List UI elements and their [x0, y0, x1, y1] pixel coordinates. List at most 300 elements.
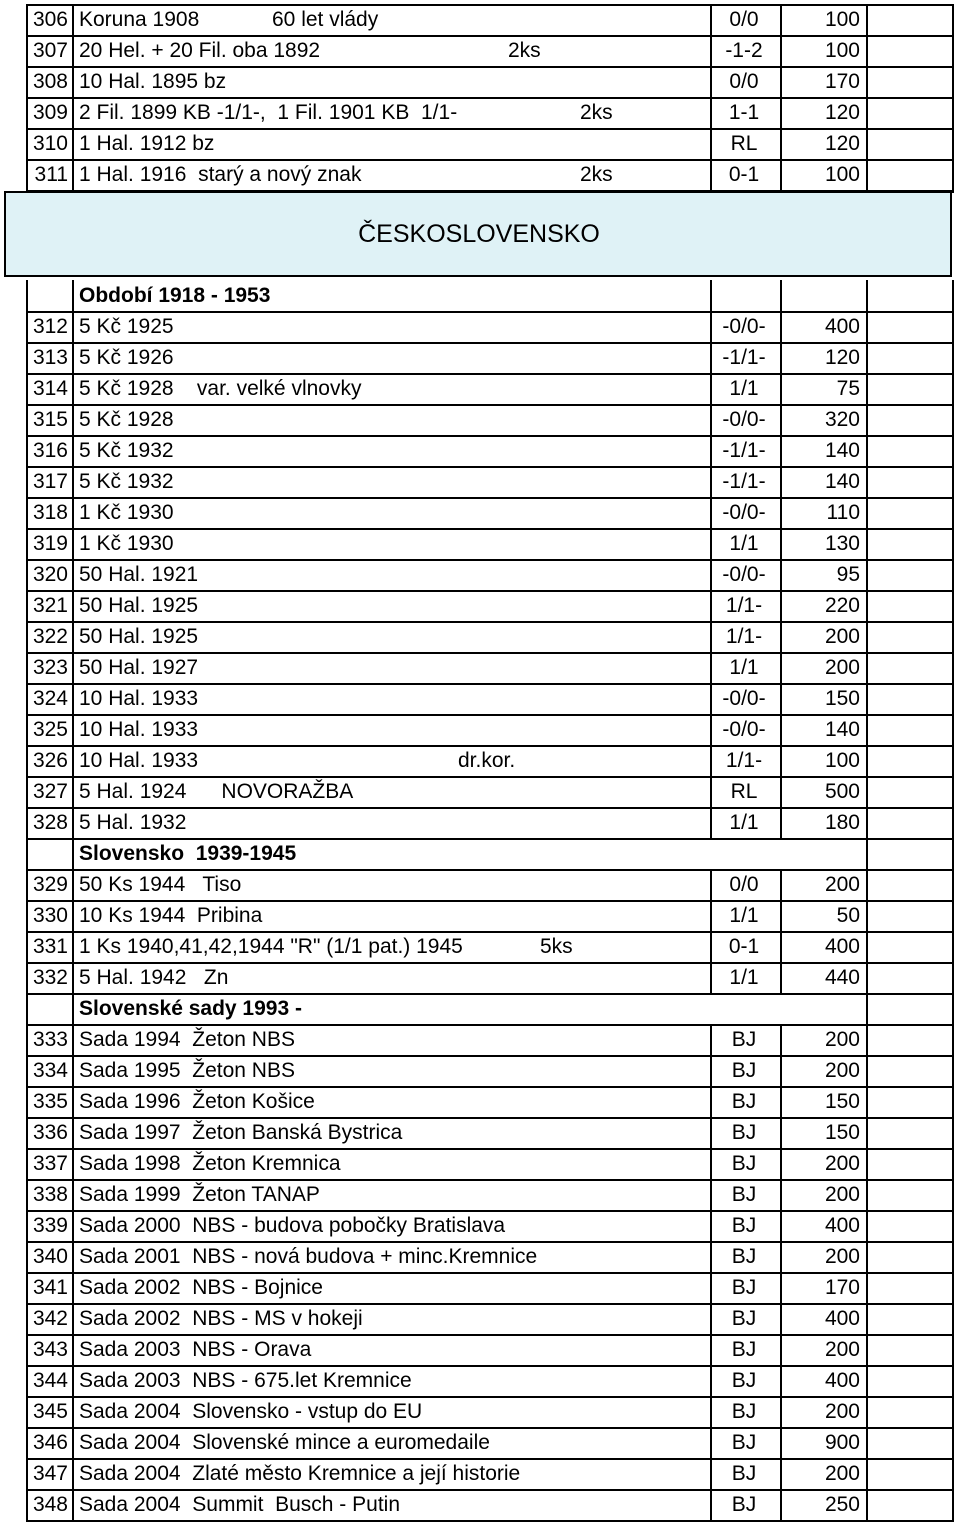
- item-number: 313: [32, 346, 68, 369]
- grid-line: [710, 373, 712, 404]
- item-grade: 0/0: [729, 8, 759, 31]
- country-title: ČESKOSLOVENSKO: [358, 220, 600, 248]
- grid-line: [710, 342, 712, 373]
- table-row: [0, 559, 960, 590]
- grid-line: [26, 311, 954, 313]
- item-grade: BJ: [731, 1462, 757, 1485]
- item-description: 50 Ks 1944 Tiso: [79, 873, 242, 896]
- item-number: 348: [32, 1493, 68, 1516]
- table-row: [0, 1086, 960, 1117]
- grid-line: [26, 373, 954, 375]
- item-grade: 0-1: [728, 163, 760, 186]
- item-description: 5 Kč 1928 var. velké vlnovky: [79, 377, 362, 400]
- item-grade: -0/0-: [722, 718, 766, 741]
- item-price: 140: [824, 470, 860, 493]
- table-row: [0, 1396, 960, 1427]
- item-description: 10 Hal. 1933: [79, 718, 199, 741]
- item-number: 321: [32, 594, 68, 617]
- grid-line: [26, 1303, 954, 1305]
- grid-line: [710, 900, 712, 931]
- grid-line: [780, 1179, 782, 1210]
- item-description: 5 Kč 1928: [79, 408, 174, 431]
- grid-line: [780, 1396, 782, 1427]
- item-price: 200: [824, 1059, 860, 1082]
- grid-line: [710, 404, 712, 435]
- grid-line: [780, 559, 782, 590]
- item-description: Sada 1996 Žeton Košice: [79, 1090, 315, 1113]
- item-price: 200: [824, 1400, 860, 1423]
- grid-line: [710, 962, 712, 993]
- item-note: 60 let vlády: [272, 8, 379, 31]
- item-price: 400: [824, 935, 860, 958]
- grid-line: [952, 4, 954, 193]
- grid-line: [780, 962, 782, 993]
- item-grade: BJ: [731, 1431, 757, 1454]
- item-grade: 1/1-: [725, 594, 763, 617]
- item-grade: BJ: [731, 1028, 757, 1051]
- grid-line: [26, 869, 954, 871]
- item-price: 250: [824, 1493, 860, 1516]
- grid-line: [710, 714, 712, 745]
- item-number: 347: [32, 1462, 68, 1485]
- item-price: 150: [824, 687, 860, 710]
- grid-line: [710, 4, 712, 193]
- item-price: 75: [836, 377, 860, 400]
- item-number: 335: [32, 1090, 68, 1113]
- table-row: [0, 590, 960, 621]
- grid-line: [26, 35, 954, 37]
- item-price: 120: [824, 132, 860, 155]
- item-price: 220: [824, 594, 860, 617]
- grid-line: [26, 962, 954, 964]
- grid-line: [72, 838, 954, 840]
- item-description: 5 Kč 1925: [79, 315, 174, 338]
- grid-line: [780, 1489, 782, 1520]
- item-grade: 1/1: [729, 377, 759, 400]
- item-description: Sada 2000 NBS - budova pobočky Bratislava: [79, 1214, 506, 1237]
- item-grade: BJ: [731, 1307, 757, 1330]
- table-row: [0, 97, 960, 128]
- table-row: [0, 466, 960, 497]
- item-number: 331: [32, 935, 68, 958]
- item-grade: BJ: [731, 1090, 757, 1113]
- item-price: 400: [824, 1369, 860, 1392]
- item-description: 10 Ks 1944 Pribina: [79, 904, 263, 927]
- item-price: 200: [824, 1028, 860, 1051]
- item-description: 1 Kč 1930: [79, 532, 174, 555]
- grid-line: [26, 466, 954, 468]
- grid-line: [710, 652, 712, 683]
- item-price: 440: [824, 966, 860, 989]
- item-grade: -0/0-: [722, 315, 766, 338]
- item-number: 326: [32, 749, 68, 772]
- item-grade: -0/0-: [722, 408, 766, 431]
- grid-line: [780, 931, 782, 962]
- item-description: Koruna 1908: [79, 8, 200, 31]
- grid-line: [26, 1396, 954, 1398]
- item-grade: BJ: [731, 1369, 757, 1392]
- item-description: 1 Kč 1930: [79, 501, 174, 524]
- grid-line: [780, 869, 782, 900]
- table-row: [0, 1241, 960, 1272]
- table-row: [0, 1179, 960, 1210]
- grid-line: [26, 1334, 954, 1336]
- item-description: 5 Hal. 1932: [79, 811, 187, 834]
- grid-line: [780, 1458, 782, 1489]
- item-description: 5 Kč 1926: [79, 346, 174, 369]
- grid-line: [710, 683, 712, 714]
- item-note: dr.kor.: [458, 749, 516, 772]
- item-description: 10 Hal. 1895 bz: [79, 70, 227, 93]
- table-row: [0, 1334, 960, 1365]
- table-row: [0, 435, 960, 466]
- item-number: [28, 993, 68, 1024]
- item-grade: [714, 280, 774, 311]
- item-price: [786, 838, 860, 869]
- item-price: 180: [824, 811, 860, 834]
- item-grade: 1/1: [729, 656, 759, 679]
- grid-line: [710, 621, 712, 652]
- item-number: 323: [32, 656, 68, 679]
- item-grade: 0-1: [728, 935, 760, 958]
- item-number: 308: [32, 70, 68, 93]
- item-price: 200: [824, 656, 860, 679]
- grid-line: [710, 466, 712, 497]
- table-row: [0, 1148, 960, 1179]
- table-row: [0, 1117, 960, 1148]
- item-number: 343: [32, 1338, 68, 1361]
- grid-line: [866, 4, 868, 193]
- grid-line: [710, 1489, 712, 1520]
- grid-line: [780, 590, 782, 621]
- table-row: [0, 128, 960, 159]
- item-description: 10 Hal. 1933: [79, 749, 199, 772]
- grid-line: [26, 97, 954, 99]
- item-grade: [714, 993, 774, 1024]
- grid-line: [780, 528, 782, 559]
- grid-line: [866, 280, 868, 1520]
- table-row: [0, 1365, 960, 1396]
- item-number: 320: [32, 563, 68, 586]
- table-row: [0, 497, 960, 528]
- table-row: [0, 311, 960, 342]
- table-row: [0, 1458, 960, 1489]
- grid-line: [26, 900, 954, 902]
- item-grade: -0/0-: [722, 501, 766, 524]
- item-number: 325: [32, 718, 68, 741]
- grid-line: [780, 311, 782, 342]
- item-description: 20 Hel. + 20 Fil. oba 1892: [79, 39, 321, 62]
- item-number: 312: [32, 315, 68, 338]
- item-price: 400: [824, 1214, 860, 1237]
- grid-line: [710, 311, 712, 342]
- item-grade: -1/1-: [722, 346, 766, 369]
- item-price: 150: [824, 1121, 860, 1144]
- grid-line: [780, 1303, 782, 1334]
- item-note: 2ks: [580, 101, 613, 124]
- item-price: 170: [824, 70, 860, 93]
- table-row: [0, 962, 960, 993]
- grid-line: [26, 1241, 954, 1243]
- item-number: 311: [34, 163, 68, 186]
- item-price: 200: [824, 1183, 860, 1206]
- table-row: [0, 621, 960, 652]
- grid-line: [780, 1148, 782, 1179]
- grid-line: [710, 559, 712, 590]
- grid-line: [26, 1427, 954, 1429]
- item-grade: 1/1-: [725, 625, 763, 648]
- grid-line: [780, 4, 782, 193]
- item-description: Období 1918 - 1953: [79, 284, 271, 307]
- table-row: [0, 1210, 960, 1241]
- grid-line: [26, 4, 28, 193]
- section-heading-row: [0, 280, 960, 311]
- item-grade: -1/1-: [722, 439, 766, 462]
- grid-line: [26, 435, 954, 437]
- grid-line: [26, 159, 954, 161]
- item-number: [28, 838, 68, 869]
- item-grade: BJ: [731, 1183, 757, 1206]
- item-price: 200: [824, 1245, 860, 1268]
- item-grade: 1-1: [728, 101, 760, 124]
- item-price: 110: [826, 501, 860, 524]
- grid-line: [710, 1055, 712, 1086]
- item-grade: 1/1-: [725, 749, 763, 772]
- item-grade: BJ: [731, 1214, 757, 1237]
- grid-line: [780, 1024, 782, 1055]
- table-row: [0, 1303, 960, 1334]
- grid-line: [710, 1272, 712, 1303]
- grid-line: [710, 1117, 712, 1148]
- table-row: [0, 1055, 960, 1086]
- grid-line: [710, 528, 712, 559]
- grid-line: [26, 1458, 954, 1460]
- item-description: Sada 1995 Žeton NBS: [79, 1059, 295, 1082]
- item-description: Sada 2001 NBS - nová budova + minc.Kremnice: [79, 1245, 538, 1268]
- item-price: 320: [824, 408, 860, 431]
- item-price: 900: [824, 1431, 860, 1454]
- grid-line: [952, 280, 954, 1520]
- item-description: Sada 2004 Slovenské mince a euromedaile: [79, 1431, 490, 1454]
- item-grade: 0/0: [729, 70, 759, 93]
- item-price: 200: [824, 1338, 860, 1361]
- grid-line: [780, 280, 782, 311]
- grid-line: [780, 1086, 782, 1117]
- item-number: 328: [32, 811, 68, 834]
- grid-line: [710, 1427, 712, 1458]
- item-description: 1 Hal. 1916 starý a nový znak: [79, 163, 362, 186]
- item-grade: 1/1: [729, 966, 759, 989]
- grid-line: [780, 683, 782, 714]
- item-number: 327: [32, 780, 68, 803]
- table-row: [0, 66, 960, 97]
- grid-line: [780, 807, 782, 838]
- grid-line: [72, 280, 74, 1520]
- grid-line: [710, 1458, 712, 1489]
- grid-line: [780, 714, 782, 745]
- item-number: 340: [32, 1245, 68, 1268]
- grid-line: [26, 66, 954, 68]
- item-description: Sada 1999 Žeton TANAP: [79, 1183, 320, 1206]
- item-price: 400: [824, 1307, 860, 1330]
- item-number: 318: [32, 501, 68, 524]
- grid-line: [26, 1086, 954, 1088]
- item-description: 5 Hal. 1924 NOVORAŽBA: [79, 780, 354, 803]
- item-description: 5 Hal. 1942 Zn: [79, 966, 229, 989]
- item-number: 346: [32, 1431, 68, 1454]
- table-row: [0, 1272, 960, 1303]
- item-description: Sada 2002 NBS - MS v hokeji: [79, 1307, 363, 1330]
- grid-line: [710, 1148, 712, 1179]
- item-number: 336: [32, 1121, 68, 1144]
- item-description: Sada 1994 Žeton NBS: [79, 1028, 295, 1051]
- item-description: 2 Fil. 1899 KB -1/1-, 1 Fil. 1901 KB 1/1-: [79, 101, 458, 124]
- item-price: 500: [824, 780, 860, 803]
- item-number: 309: [32, 101, 68, 124]
- item-number: 338: [32, 1183, 68, 1206]
- table-row: [0, 528, 960, 559]
- item-grade: BJ: [731, 1121, 757, 1144]
- grid-line: [780, 497, 782, 528]
- item-grade: BJ: [731, 1400, 757, 1423]
- grid-line: [26, 1520, 954, 1522]
- item-note: 2ks: [580, 163, 613, 186]
- table-row: [0, 931, 960, 962]
- item-number: 333: [32, 1028, 68, 1051]
- item-price: 140: [824, 439, 860, 462]
- table-row: [0, 1427, 960, 1458]
- country-border: [4, 191, 952, 277]
- grid-line: [26, 652, 954, 654]
- item-price: 95: [836, 563, 860, 586]
- grid-line: [26, 1179, 954, 1181]
- item-number: 322: [32, 625, 68, 648]
- item-number: 344: [32, 1369, 68, 1392]
- grid-line: [26, 1055, 954, 1057]
- item-description: Sada 2003 NBS - 675.let Kremnice: [79, 1369, 412, 1392]
- grid-line: [780, 404, 782, 435]
- table-row: [0, 807, 960, 838]
- grid-line: [780, 1210, 782, 1241]
- grid-line: [710, 745, 712, 776]
- item-grade: -1-2: [725, 39, 763, 62]
- grid-line: [26, 807, 954, 809]
- item-price: 150: [824, 1090, 860, 1113]
- grid-line: [780, 435, 782, 466]
- item-note: 5ks: [540, 935, 573, 958]
- item-grade: BJ: [731, 1059, 757, 1082]
- grid-line: [26, 745, 954, 747]
- item-price: 140: [824, 718, 860, 741]
- item-number: 342: [32, 1307, 68, 1330]
- item-grade: BJ: [731, 1338, 757, 1361]
- item-description: Sada 2002 NBS - Bojnice: [79, 1276, 323, 1299]
- item-number: 307: [32, 39, 68, 62]
- item-price: 200: [824, 1462, 860, 1485]
- grid-line: [780, 776, 782, 807]
- grid-line: [780, 1427, 782, 1458]
- item-description: 10 Hal. 1933: [79, 687, 199, 710]
- item-price: [786, 993, 860, 1024]
- grid-line: [780, 342, 782, 373]
- item-number: 332: [32, 966, 68, 989]
- item-price: 120: [824, 346, 860, 369]
- grid-line: [26, 1489, 954, 1491]
- grid-line: [26, 128, 954, 130]
- item-description: 50 Hal. 1921: [79, 563, 199, 586]
- item-price: 50: [836, 904, 860, 927]
- table-row: [0, 159, 960, 190]
- grid-line: [26, 528, 954, 530]
- grid-line: [780, 373, 782, 404]
- item-grade: 0/0: [729, 873, 759, 896]
- grid-line: [780, 621, 782, 652]
- table-row: [0, 342, 960, 373]
- grid-line: [710, 931, 712, 962]
- section-heading-row: [0, 993, 960, 1024]
- grid-line: [780, 1272, 782, 1303]
- grid-line: [26, 1024, 954, 1026]
- table-row: [0, 714, 960, 745]
- grid-line: [26, 404, 954, 406]
- item-number: 319: [32, 532, 68, 555]
- item-number: 330: [32, 904, 68, 927]
- grid-line: [710, 869, 712, 900]
- grid-line: [710, 1210, 712, 1241]
- item-price: 120: [824, 101, 860, 124]
- item-price: 200: [824, 625, 860, 648]
- grid-line: [780, 1241, 782, 1272]
- item-description: 50 Hal. 1925: [79, 594, 199, 617]
- item-number: 345: [32, 1400, 68, 1423]
- item-description: 5 Kč 1932: [79, 470, 174, 493]
- grid-line: [26, 280, 28, 1520]
- grid-line: [26, 683, 954, 685]
- item-number: 324: [32, 687, 68, 710]
- grid-line: [710, 280, 712, 311]
- item-number: 339: [32, 1214, 68, 1237]
- item-grade: -1/1-: [722, 470, 766, 493]
- item-number: 337: [32, 1152, 68, 1175]
- grid-line: [72, 993, 954, 995]
- item-description: Slovenské sady 1993 -: [79, 997, 302, 1020]
- grid-line: [780, 1334, 782, 1365]
- item-grade: BJ: [731, 1276, 757, 1299]
- grid-line: [780, 652, 782, 683]
- item-description: 1 Hal. 1912 bz: [79, 132, 215, 155]
- grid-line: [26, 559, 954, 561]
- table-row: [0, 652, 960, 683]
- item-number: 310: [32, 132, 68, 155]
- item-description: Slovensko 1939-1945: [79, 842, 297, 865]
- item-price: 100: [824, 749, 860, 772]
- item-grade: 1/1: [729, 904, 759, 927]
- item-number: 306: [32, 8, 68, 31]
- grid-line: [710, 497, 712, 528]
- grid-line: [710, 1334, 712, 1365]
- item-description: Sada 2003 NBS - Orava: [79, 1338, 312, 1361]
- item-price: 200: [824, 1152, 860, 1175]
- item-grade: 1/1: [729, 532, 759, 555]
- table-row: [0, 404, 960, 435]
- grid-line: [780, 900, 782, 931]
- table-row: [0, 35, 960, 66]
- item-number: 315: [32, 408, 68, 431]
- grid-line: [780, 1365, 782, 1396]
- grid-line: [26, 1148, 954, 1150]
- item-grade: 1/1: [729, 811, 759, 834]
- grid-line: [26, 342, 954, 344]
